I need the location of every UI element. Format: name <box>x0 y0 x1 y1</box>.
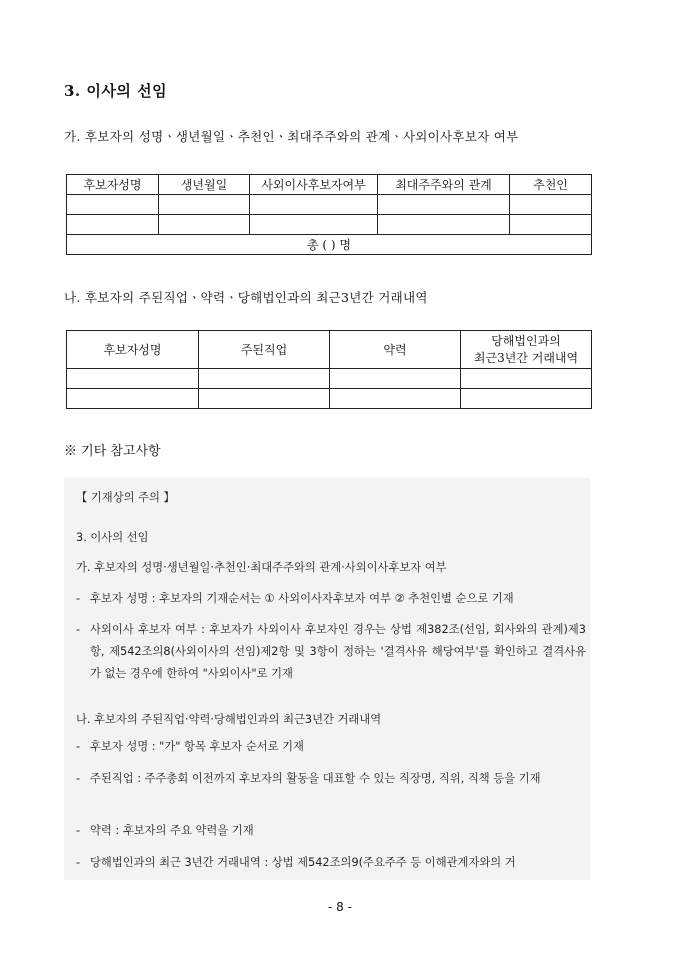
header-cell: 후보자성명 <box>67 331 199 369</box>
table-cell <box>330 369 461 389</box>
header-cell: 주된직업 <box>199 331 330 369</box>
list-item-text: 후보자 성명 : 후보자의 기재순서는 ① 사외이사자후보자 여부 ② 추천인별 순으로 기재 <box>90 592 514 605</box>
table-cell <box>159 215 250 235</box>
table-cell <box>199 369 330 389</box>
table-cell <box>510 195 592 215</box>
table-header-row <box>67 331 592 369</box>
table-cell <box>67 195 159 215</box>
table-cell <box>378 215 510 235</box>
notes-title: ※ 기타 참고사항 <box>64 444 161 459</box>
list-item-text: 주된직업 : 주주총회 이전까지 후보자의 활동을 대표할 수 있는 직장명, 직위, 직책 등을 기재 <box>90 772 541 785</box>
list-item-text: 당해법인과의 최근 3년간 거래내역 : 상법 제542조의9(주요주주 등 이해관계자와의 거 <box>90 856 516 869</box>
notes-sub-b: 나. 후보자의 주된직업·약력·당해법인과의 최근3년간 거래내역 <box>76 713 382 726</box>
header-cell: 생년월일 <box>159 175 250 195</box>
list-item <box>76 852 586 874</box>
table-row <box>67 215 592 235</box>
candidate-table <box>66 174 592 255</box>
table-header-row <box>67 175 592 195</box>
section-title: 3. 이사의 선임 <box>64 82 168 100</box>
bullet-dash: - <box>76 772 81 785</box>
table-cell <box>159 195 250 215</box>
notes-box <box>64 478 590 880</box>
table-cell <box>250 215 378 235</box>
table-row <box>67 389 592 409</box>
header-cell: 사외이사후보자여부 <box>250 175 378 195</box>
table-cell <box>378 195 510 215</box>
header-line: 당해법인과의 <box>491 333 561 348</box>
notes-sub-a: 가. 후보자의 성명·생년월일·추천인·최대주주와의 관계·사외이사후보자 여부 <box>76 561 447 574</box>
list-item-text: 사외이사 후보자 여부 : 후보자가 사외이사 후보자인 경우는 상법 제382조(선임, 회사와의 관계)제3항, 제542조의8(사외이사의 선임)제2항 및 3항이 정하는 '결격사유 해당여부'를 확인하고 결격사유가 없는 경우에 한하여 "사외이사"로 기재 <box>90 623 586 680</box>
list-item <box>76 768 586 790</box>
list-item-text: 후보자 성명 : "가" 항목 후보자 순서로 기재 <box>90 740 304 753</box>
header-cell <box>461 331 592 369</box>
header-cell: 후보자성명 <box>67 175 159 195</box>
header-cell: 추천인 <box>510 175 592 195</box>
total-count: 총 ( ) 명 <box>67 235 592 255</box>
table-row <box>67 369 592 389</box>
table-cell <box>67 215 159 235</box>
subsection-b-title: 나. 후보자의 주된직업ㆍ약력ㆍ당해법인과의 최근3년간 거래내역 <box>64 290 428 305</box>
bullet-dash: - <box>76 856 81 869</box>
list-item <box>76 588 586 610</box>
header-line: 최근3년간 거래내역 <box>473 350 579 365</box>
bullet-dash: - <box>76 824 81 837</box>
table-cell <box>461 369 592 389</box>
header-cell: 약력 <box>330 331 461 369</box>
table-cell <box>461 389 592 409</box>
table-row <box>67 195 592 215</box>
table-cell <box>510 215 592 235</box>
subsection-a-title: 가. 후보자의 성명ㆍ생년월일ㆍ추천인ㆍ최대주주와의 관계ㆍ사외이사후보자 여부 <box>64 129 519 144</box>
notes-heading: 【 기재상의 주의 】 <box>76 491 175 504</box>
list-item <box>76 619 586 685</box>
list-item-text: 약력 : 후보자의 주요 약력을 기재 <box>90 824 254 837</box>
table-cell <box>67 369 199 389</box>
header-cell: 최대주주와의 관계 <box>378 175 510 195</box>
notes-section: 3. 이사의 선임 <box>76 531 149 544</box>
bullet-dash: - <box>76 740 81 753</box>
page-number: - 8 - <box>328 900 352 914</box>
table-total-row <box>67 235 592 255</box>
table-cell <box>199 389 330 409</box>
list-item <box>76 820 586 842</box>
bullet-dash: - <box>76 623 81 636</box>
table-cell <box>330 389 461 409</box>
career-table <box>66 330 592 409</box>
bullet-dash: - <box>76 592 81 605</box>
table-cell <box>250 195 378 215</box>
table-cell <box>67 389 199 409</box>
list-item <box>76 736 586 758</box>
